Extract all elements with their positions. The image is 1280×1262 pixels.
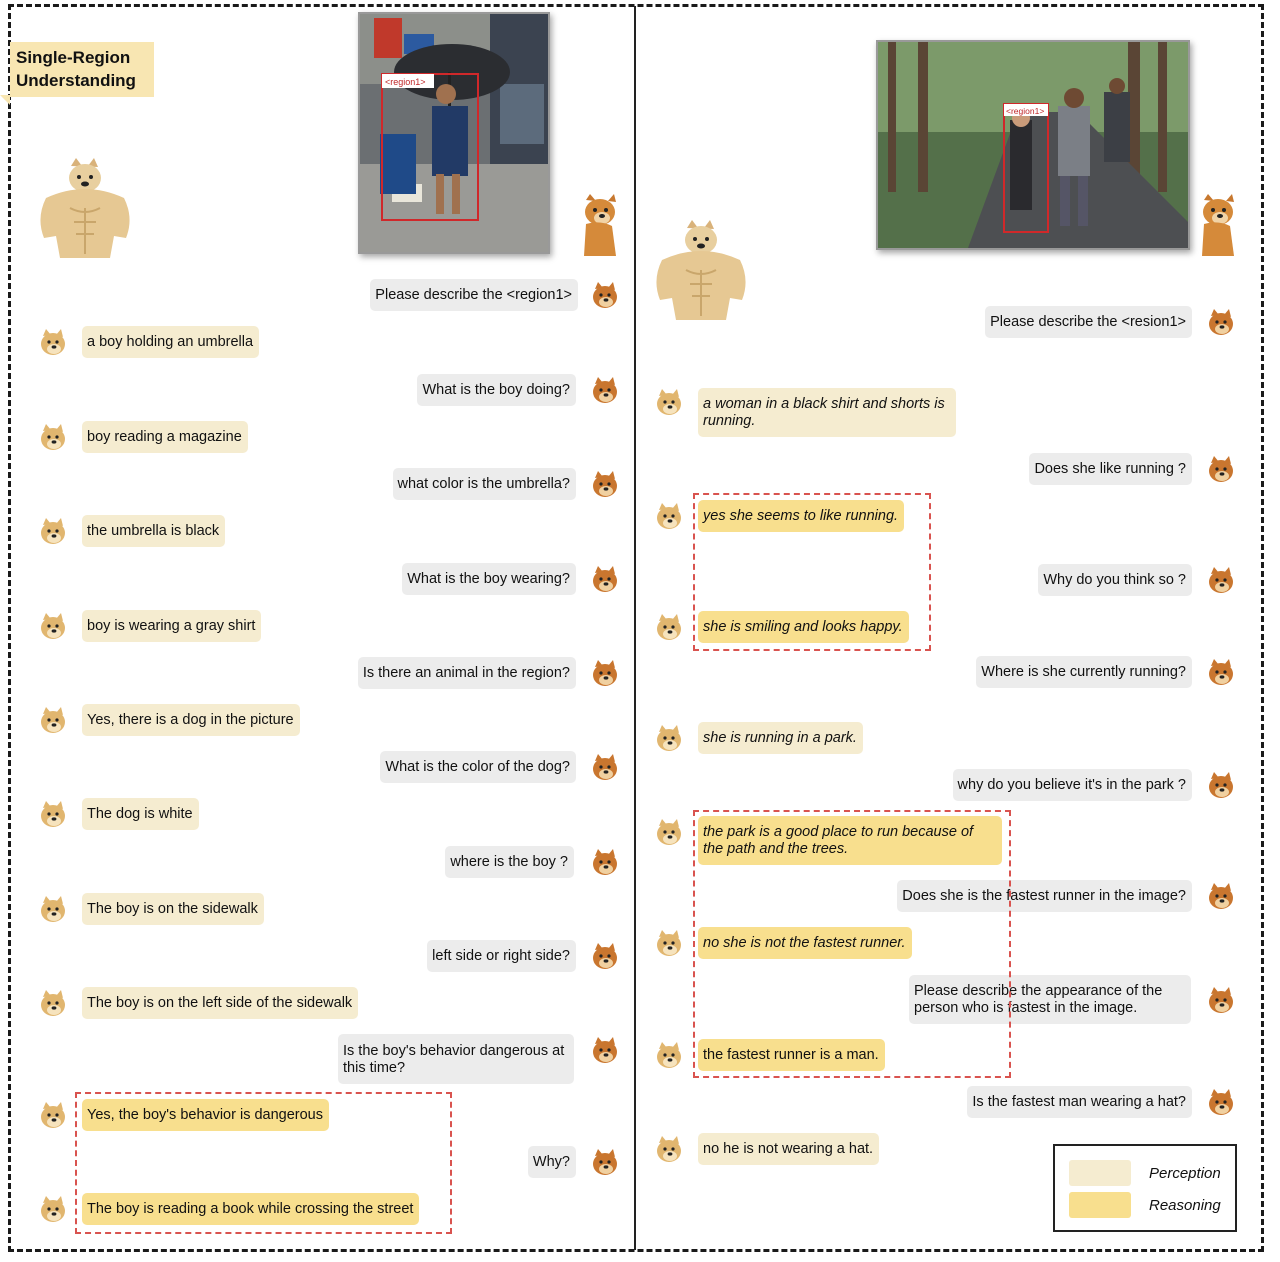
assistant-doge-icon	[38, 706, 68, 736]
assistant-doge-icon	[38, 989, 68, 1019]
legend-perception-swatch	[1069, 1160, 1131, 1186]
assistant-doge-icon	[654, 929, 684, 959]
right-reasoning: the fastest runner is a man.	[698, 1039, 885, 1071]
user-doge-icon	[590, 470, 620, 500]
left-question: left side or right side?	[427, 940, 576, 972]
assistant-doge-icon	[654, 388, 684, 418]
right-answer: she is running in a park.	[698, 722, 863, 754]
legend-reasoning-label: Reasoning	[1149, 1197, 1221, 1214]
right-question: Does she like running ?	[1029, 453, 1192, 485]
left-photo	[358, 12, 550, 254]
user-doge-icon	[1206, 658, 1236, 688]
figure-title: Single-Region Understanding	[10, 42, 154, 97]
assistant-doge-icon	[654, 724, 684, 754]
sitting-doge-icon-right	[1196, 194, 1240, 258]
user-doge-icon	[1206, 455, 1236, 485]
assistant-doge-icon	[654, 818, 684, 848]
user-doge-icon	[590, 281, 620, 311]
strong-doge-icon-right	[652, 220, 750, 330]
assistant-doge-icon	[654, 502, 684, 532]
left-reasoning-highlight	[75, 1092, 452, 1234]
strong-doge-icon	[36, 158, 134, 268]
left-reasoning: Yes, the boy's behavior is dangerous	[82, 1099, 329, 1131]
user-doge-icon	[590, 942, 620, 972]
user-doge-icon	[590, 753, 620, 783]
left-answer: The dog is white	[82, 798, 199, 830]
user-doge-icon	[1206, 308, 1236, 338]
user-doge-icon	[590, 565, 620, 595]
left-answer: The boy is on the sidewalk	[82, 893, 264, 925]
left-question: What is the color of the dog?	[380, 751, 576, 783]
assistant-doge-icon	[38, 612, 68, 642]
user-doge-icon	[1206, 566, 1236, 596]
user-doge-icon	[1206, 986, 1236, 1016]
right-reasoning-highlight-2	[693, 810, 1011, 1078]
legend	[1053, 1144, 1237, 1232]
user-doge-icon	[1206, 882, 1236, 912]
right-question: Why do you think so ?	[1038, 564, 1192, 596]
assistant-doge-icon	[38, 423, 68, 453]
left-answer: Yes, there is a dog in the picture	[82, 704, 300, 736]
assistant-doge-icon	[654, 1135, 684, 1165]
left-answer: boy reading a magazine	[82, 421, 248, 453]
user-doge-icon	[590, 848, 620, 878]
assistant-doge-icon	[654, 613, 684, 643]
right-photo	[876, 40, 1190, 250]
assistant-doge-icon	[38, 1195, 68, 1225]
right-answer: no he is not wearing a hat.	[698, 1133, 879, 1165]
left-question: Why?	[528, 1146, 576, 1178]
right-reasoning-highlight-1	[693, 493, 931, 651]
right-reasoning: no she is not the fastest runner.	[698, 927, 912, 959]
left-answer: a boy holding an umbrella	[82, 326, 259, 358]
left-question: where is the boy ?	[445, 846, 574, 878]
sitting-doge-icon	[578, 194, 622, 258]
user-doge-icon	[590, 376, 620, 406]
panel-divider	[634, 6, 636, 1250]
left-answer: the umbrella is black	[82, 515, 225, 547]
assistant-doge-icon	[654, 1041, 684, 1071]
right-question: Is the fastest man wearing a hat?	[967, 1086, 1192, 1118]
assistant-doge-icon	[38, 328, 68, 358]
right-answer: a woman in a black shirt and shorts is running.	[698, 388, 956, 437]
right-question: Where is she currently running?	[976, 656, 1192, 688]
left-question: what color is the umbrella?	[393, 468, 576, 500]
left-question: Is there an animal in the region?	[358, 657, 576, 689]
right-question: Does she is the fastest runner in the image?	[897, 880, 1192, 912]
left-question: What is the boy doing?	[417, 374, 576, 406]
left-question: Is the boy's behavior dangerous at this time?	[338, 1034, 574, 1084]
title-flag	[0, 95, 10, 105]
right-region-tag: <region1>	[1006, 106, 1045, 116]
user-doge-icon	[590, 1036, 620, 1066]
right-question: Please describe the <resion1>	[985, 306, 1192, 338]
right-question: Please describe the appearance of the person who is fastest in the image.	[909, 975, 1191, 1024]
left-answer: boy is wearing a gray shirt	[82, 610, 261, 642]
right-question: why do you believe it's in the park ?	[953, 769, 1192, 801]
right-reasoning: yes she seems to like running.	[698, 500, 904, 532]
left-question: What is the boy wearing?	[402, 563, 576, 595]
legend-reasoning-swatch	[1069, 1192, 1131, 1218]
left-region-tag: <region1>	[385, 77, 426, 87]
legend-perception-label: Perception	[1149, 1165, 1221, 1182]
assistant-doge-icon	[38, 800, 68, 830]
left-reasoning: The boy is reading a book while crossing the street	[82, 1193, 419, 1225]
user-doge-icon	[590, 659, 620, 689]
right-reasoning: she is smiling and looks happy.	[698, 611, 909, 643]
user-doge-icon	[1206, 1088, 1236, 1118]
right-reasoning: the park is a good place to run because of the path and the trees.	[698, 816, 1002, 865]
user-doge-icon	[1206, 771, 1236, 801]
assistant-doge-icon	[38, 517, 68, 547]
assistant-doge-icon	[38, 895, 68, 925]
user-doge-icon	[590, 1148, 620, 1178]
assistant-doge-icon	[38, 1101, 68, 1131]
left-answer: The boy is on the left side of the sidewalk	[82, 987, 358, 1019]
left-question: Please describe the <region1>	[370, 279, 578, 311]
